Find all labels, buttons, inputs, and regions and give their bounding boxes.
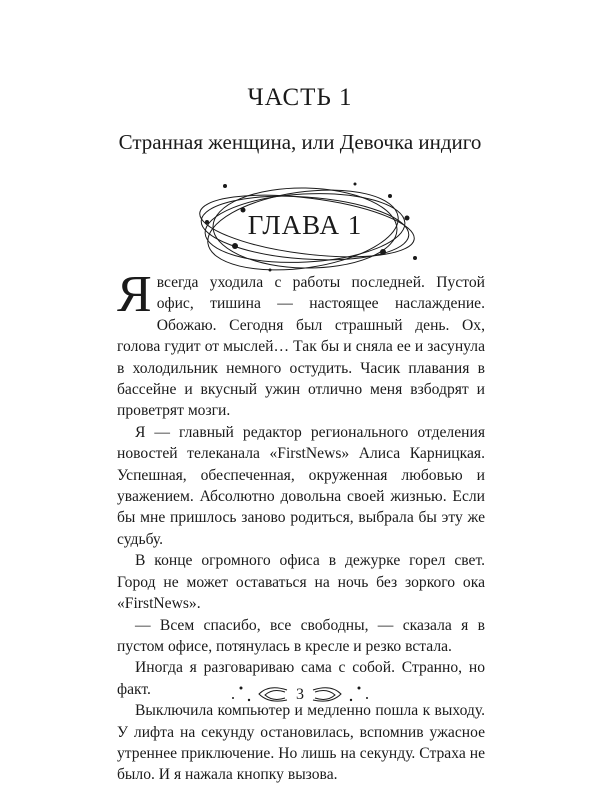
paragraph-2: Я — главный редактор регионального отделения новостей телеканала «FirstNews» Алиса Карницкая. Успешная, обеспеченная, окруженная любовью и уважением. Абсолютно довольна своей жизнью. Если бы мне пришлось заново родиться, выбрала бы эту же судьбу. [117, 423, 485, 548]
part-title: ЧАСТЬ 1 [247, 84, 353, 111]
paragraph-3: В конце огромного офиса в дежурке горел свет. Город не может оставаться на ночь без зоркого ока «FirstNews». [117, 552, 485, 613]
paragraph-1 [117, 266, 485, 422]
chapter-heading [185, 178, 425, 278]
part-subtitle: Странная женщина, или Девочка индиго [118, 130, 482, 154]
paragraph-1-text: всегда уходила с работы последней. Пустой офис, тишина — настоящее наслаждение. Обожаю. Сегодня был страшный день. Ох, голова гудит от мыслей… Так бы и сняла ее и засунула в холодильник немного остудить. Часик плавания в бассейне и вкусный ужин отлично меня взбодрят и проветрят мозги. [117, 274, 485, 420]
chapter-title: ГЛАВА 1 [247, 210, 363, 240]
page-number: 3 [296, 686, 304, 703]
paragraph-5: Иногда я разговариваю сама с собой. Странно, но факт. [117, 659, 485, 698]
page-footer [225, 680, 375, 710]
drop-cap: Я [117, 266, 152, 323]
paragraph-4: — Всем спасибо, все свободны, — сказала я в пустом офисе, потянулась в кресле и резко встала. [117, 616, 485, 655]
paragraph-6: Выключила компьютер и медленно пошла к выходу. У лифта на секунду остановилась, вспомнив ужасное утреннее приключение. Но лишь на секунду. Страха не было. И я нажала кнопку вызова. [117, 702, 485, 784]
